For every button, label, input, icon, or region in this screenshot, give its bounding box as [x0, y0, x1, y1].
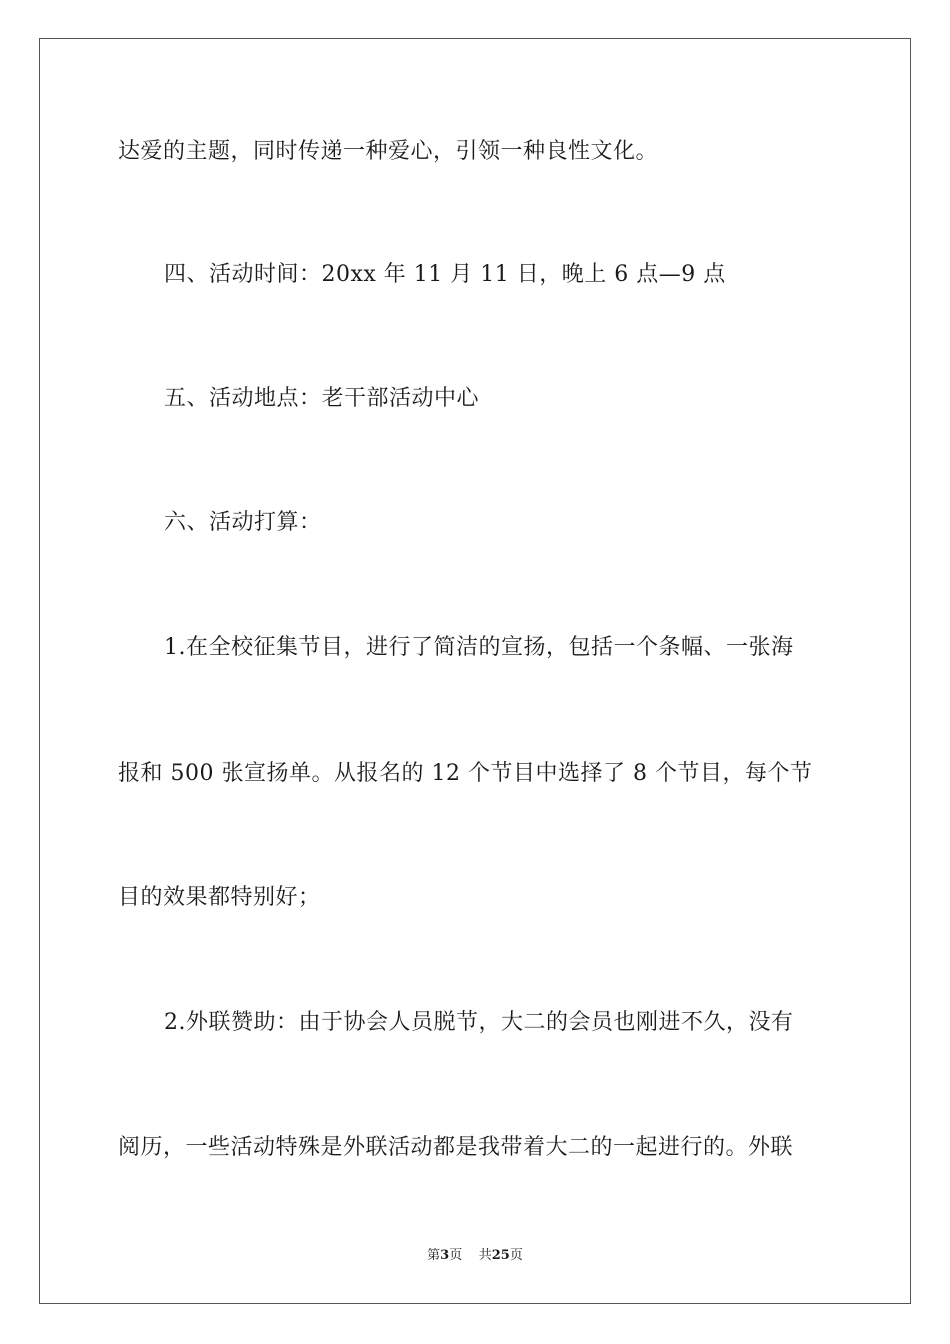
paragraph-line-6: 报和 500 张宣扬单。从报名的 12 个节目中选择了 8 个节目，每个节 [118, 761, 813, 786]
paragraph-line-1: 达爱的主题，同时传递一种爱心，引领一种良性文化。 [118, 139, 659, 164]
footer-page-number: 3 [440, 1248, 450, 1263]
page-footer [0, 1247, 950, 1265]
paragraph-line-8: 2.外联赞助：由于协会人员脱节，大二的会员也刚进不久，没有 [164, 1010, 794, 1035]
activity-plan-heading: 六、活动打算： [164, 510, 322, 535]
footer-total-pages: 25 [491, 1248, 510, 1263]
paragraph-line-5: 1.在全校征集节目，进行了简洁的宣扬，包括一个条幅、一张海 [164, 635, 794, 660]
activity-time-line: 四、活动时间：20xx 年 11 月 11 日，晚上 6 点—9 点 [164, 262, 726, 287]
footer-total-prefix: 共 [478, 1248, 492, 1263]
footer-page-suffix: 页 [449, 1248, 463, 1263]
page-frame [39, 38, 911, 1304]
paragraph-line-9: 阅历，一些活动特殊是外联活动都是我带着大二的一起进行的。外联 [118, 1135, 794, 1160]
activity-location-line: 五、活动地点：老干部活动中心 [164, 386, 480, 411]
footer-total-suffix: 页 [509, 1248, 523, 1263]
paragraph-line-7: 目的效果都特别好； [118, 885, 321, 910]
footer-page-prefix: 第 [427, 1248, 441, 1263]
